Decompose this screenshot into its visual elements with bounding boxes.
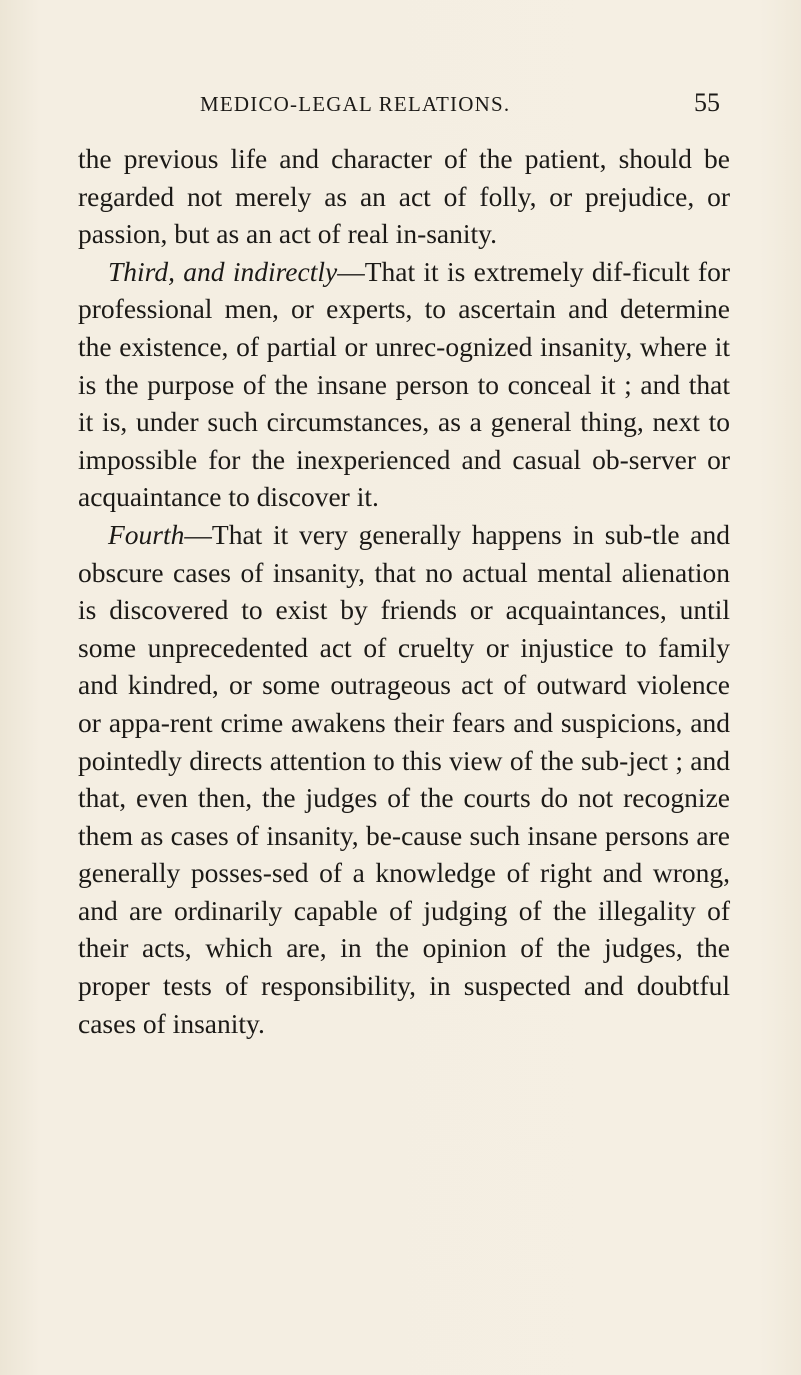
body-text: [78, 140, 730, 1042]
paragraph-text: —That it very generally happens in sub-tle and obscure cases of insanity, that no actual mental alienation is discovered to exist by friends or acquaintances, until some unprecedented act of cruelty or injustice to family and kindred, or some outrageous act of outward violence or appa-rent crime awakens their fears and suspicions, and pointedly directs attention to this view of the sub-ject ; and that, even then, the judges of the courts do not recognize them as cases of insanity, be-cause such insane persons are generally posses-sed of a knowledge of right and wrong, and are ordinarily capable of judging of the illegality of their acts, which are, in the opinion of the judges, the proper tests of responsibility, in suspected and doubtful cases of insanity.: [78, 518, 730, 1039]
paragraph-lead: Third, and indirectly: [108, 255, 338, 287]
paragraph-text: the previous life and character of the patient, should be regarded not merely as an act of folly, or prejudice, or passion, but as an act of real in-sanity.: [78, 143, 730, 250]
paragraph-third: [78, 253, 730, 516]
running-title: MEDICO-LEGAL RELATIONS.: [200, 92, 511, 116]
paragraph-fourth: [78, 516, 730, 1042]
paragraph-lead: Fourth: [108, 518, 185, 550]
paragraph-continuation: [78, 140, 730, 253]
page-number: 55: [694, 88, 720, 117]
running-head: [200, 88, 720, 122]
paragraph-text: —That it is extremely dif-ficult for professional men, or experts, to ascertain and determine the existence, of partial or unrec-ognized insanity, where it is the purpose of the insane person to conceal it ; and that it is, under such circumstances, as a general thing, next to impossible for the inexperienced and casual ob-server or acquaintance to discover it.: [78, 255, 730, 513]
